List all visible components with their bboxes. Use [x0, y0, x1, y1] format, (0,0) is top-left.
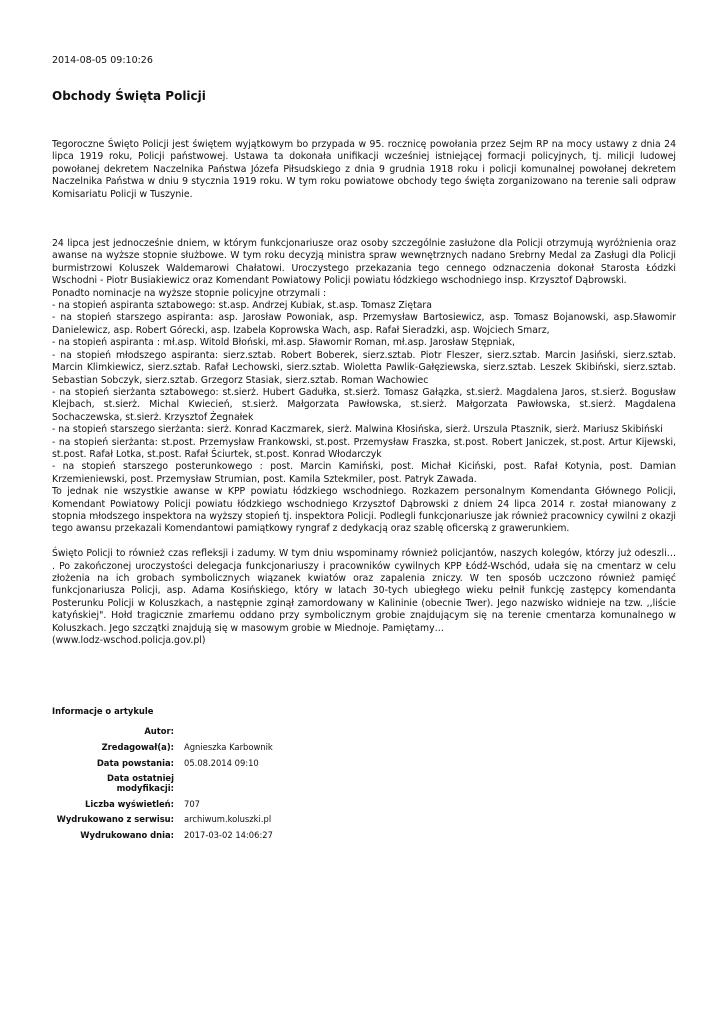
info-value: [184, 773, 273, 798]
awards-intro-text: 24 lipca jest jednocześnie dniem, w którym funkcjonariusze oraz osoby szczególnie zasłużone dla Policji otrzymują wyróżnienia oraz awanse na wyższe stopnie służbowe. W tym roku decyzją ministra spraw wewnętrznych nadano Srebrny Medal za Zasługi dla Policji burmistrzowi Koluszek Waldemarowi Chałatowi. Uroczystego przekazania tego cennego odznaczenia dokonał Starosta Łódzki Wschodni - Piotr Busiakiewicz oraz Komendant Powiatowy Policji powiatu łódzkiego wschodniego insp. Krzysztof Dąbrowski.: [52, 238, 676, 287]
article-info-table: [52, 726, 273, 846]
awards-paragraph: [52, 238, 676, 536]
promotion-line: - na stopień młodszego aspiranta: sierz.sztab. Robert Boberek, sierz.sztab. Piotr Fleszer, sierz.sztab. Marcin Jasiński, sierz.sztab. Marcin Klimkiewicz, sierz.sztab. Rafał Lechowski, sierz.sztab. Wioletta Pawlik-Gałęziewska, sierz.sztab. Leszek Skibiński, sierz.sztab. Sebastian Sobczyk, sierz.sztab. Grzegorz Stasiak, sierz.sztab. Roman Wachowiec: [52, 349, 676, 386]
info-row-modified: [52, 773, 273, 798]
info-row-created: [52, 758, 273, 774]
info-value: [184, 726, 273, 742]
info-value: 2017-03-02 14:06:27: [184, 830, 273, 841]
info-label: Liczba wyświetleń:: [85, 798, 174, 809]
info-row-printed-from: [52, 814, 273, 830]
info-row-editor: [52, 742, 273, 758]
promotion-line: - na stopień starszego sierżanta: sierż. Konrad Kaczmarek, sierż. Malwina Kłosińska, sierż. Urszula Ptasznik, sierż. Mariusz Skibiński: [52, 424, 663, 436]
remembrance-paragraph: [52, 548, 676, 647]
info-label: Autor:: [144, 726, 174, 736]
article-info-heading: Informacje o artykule: [52, 706, 154, 716]
info-label: Data powstania:: [96, 757, 174, 768]
info-row-views: [52, 799, 273, 815]
info-label: Wydrukowano z serwisu:: [56, 814, 174, 825]
promotion-line: - na stopień sierżanta: st.post. Przemysław Frankowski, st.post. Przemysław Fraszka, st.post. Robert Janiczek, st.post. Artur Kijewski, st.post. Rafał Lotka, st.post. Rafał Ściurtek, st.post. Konrad Włodarczyk: [52, 436, 676, 460]
source-link: (www.lodz-wschod.policja.gov.pl): [52, 635, 206, 647]
info-value: Agnieszka Karbownik: [184, 741, 273, 752]
info-value: 05.08.2014 09:10: [184, 757, 259, 768]
promotions-intro-text: Ponadto nominacje na wyższe stopnie policyjne otrzymali :: [52, 287, 327, 299]
info-value: 707: [184, 798, 200, 809]
info-value: archiwum.koluszki.pl: [184, 814, 272, 825]
info-label: Wydrukowano dnia:: [80, 830, 174, 841]
dismissal-text: To jednak nie wszystkie awanse w KPP powiatu łódzkiego wschodniego. Rozkazem personalnym Komendanta Głównego Policji, Komendant Powiatowy Policji powiatu łódzkiego wschodniego Krzysztof Dąbrowski z dniem 24 lipca 2014 r. został mianowany z stopnia młodszego inspektora na wyższy stopień tj. inspektora Policji. Podlegli funkcjonariusze jak również pracownicy cywilni z okazji tego awansu przekazali Komendantowi pamiątkowy ryngraf z dedykacją oraz szablę oficerską z grawerunkiem.: [52, 486, 676, 535]
intro-paragraph: Tegoroczne Święto Policji jest świętem wyjątkowym bo przypada w 95. rocznicę powołania przez Sejm RP na mocy ustawy z dnia 24 lipca 1919 roku, Policji państwowej. Ustawa ta dokonała unifikacji wcześniej istniejącej formacji policyjnych, tj. milicji ludowej powołanej dekretem Naczelnika Państwa Józefa Piłsudskiego z dnia 9 grudnia 1918 roku i policji komunalnej powołanej dekretem Naczelnika Państwa w dniu 9 stycznia 1919 roku. W tym roku powiatowe obchody tego święta zorganizowano na terenie sali odpraw Komisariatu Policji w Tuszynie.: [52, 139, 676, 200]
info-label: Zredagował(a):: [101, 741, 174, 752]
promotion-line: - na stopień starszego posterunkowego : post. Marcin Kamiński, post. Michał Kiciński, post. Rafał Kotynia, post. Damian Krzemieniewski, post. Przemysław Strumian, post. Kamila Sztekmiler, post. Patryk Zawada.: [52, 461, 676, 485]
article-body: [52, 139, 676, 647]
article-info: [52, 706, 273, 846]
article-title: Obchody Święta Policji: [52, 89, 206, 103]
promotion-line: - na stopień aspiranta sztabowego: st.asp. Andrzej Kubiak, st.asp. Tomasz Ziętara: [52, 300, 432, 312]
remembrance-text: Święto Policji to również czas refleksji i zadumy. W tym dniu wspominamy również policjantów, naszych kolegów, którzy już odeszli… . Po zakończonej uroczystości delegacja funkcjonariuszy i pracowników cywilnych KPP Łódź-Wschód, udała się na cmentarz w celu złożenia na ich grobach symbolicznych wiązanek kwiatów oraz zapalenia zniczy. W ten sposób uczczono również pamięć funkcjonariusza Policji, asp. Adama Kosińskiego, który w latach 30-tych ubiegłego wieku pełnił funkcję zastępcy komendanta Posterunku Policji w Koluszkach, a następnie zginął zamordowany w Kalininie (obecnie Twer). Jego nazwisko widnieje na tzw. ,,liście katyńskiej". Hołd tragicznie zmarłemu oddano przy symbolicznym grobie znajdującym się na terenie cmentarza komunalnego w Koluszkach. Jego szczątki znajdują się w masowym grobie w Miednoje. Pamiętamy…: [52, 548, 676, 634]
promotion-line: - na stopień sierżanta sztabowego: st.sierż. Hubert Gadułka, st.sierż. Tomasz Gałązka, st.sierż. Magdalena Jaros, st.sierż. Bogusław Klejbach, st.sierż. Michal Kwiecień, st.sierż. Małgorzata Pawłowska, st.sierż. Małgorzata Pawłowska, st.sierż. Magdalena Sochaczewska, st.sierż. Krzysztof Żegnałek: [52, 386, 676, 423]
info-row-printed-on: [52, 830, 273, 846]
info-row-author: [52, 726, 273, 742]
print-timestamp: 2014-08-05 09:10:26: [52, 55, 153, 66]
promotion-line: - na stopień aspiranta : mł.asp. Witold Błoński, mł.asp. Sławomir Roman, mł.asp. Jarosław Stępniak,: [52, 337, 515, 349]
info-label: Data ostatniej modyfikacji:: [107, 773, 174, 794]
promotion-line: - na stopień starszego aspiranta: asp. Jarosław Powoniak, asp. Przemysław Bartosiewicz, asp. Tomasz Bojanowski, asp.Sławomir Danielewicz, asp. Robert Górecki, asp. Izabela Koprowska Wach, asp. Rafał Sieradzki, asp. Wojciech Smarz,: [52, 312, 676, 336]
